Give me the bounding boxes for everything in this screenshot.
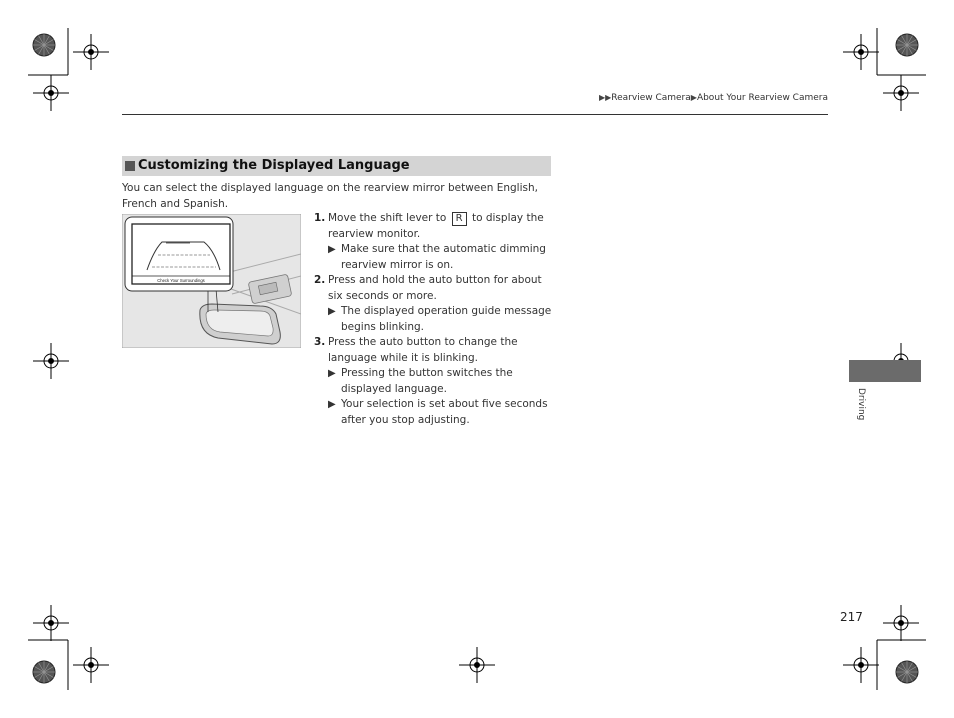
step-1 bbox=[314, 211, 554, 242]
arrow-icon: ▶ bbox=[690, 93, 697, 102]
color-rosette-icon bbox=[33, 34, 55, 56]
steps-list bbox=[314, 211, 554, 428]
note-text: Pressing the button switches the displayed language. bbox=[341, 367, 513, 395]
note-text: Make sure that the automatic dimming rearview mirror is on. bbox=[341, 243, 546, 271]
step-number: 2. bbox=[314, 274, 326, 286]
monitor-message: Check Your Surroundings bbox=[157, 278, 205, 283]
registration-target-icon bbox=[843, 647, 879, 683]
color-rosette-icon bbox=[33, 661, 55, 683]
step-2-note bbox=[314, 304, 554, 335]
triangle-bullet-icon: ▶ bbox=[328, 244, 336, 255]
registration-target-icon bbox=[33, 75, 69, 111]
color-rosette-icon bbox=[896, 661, 918, 683]
step-1-note bbox=[314, 242, 554, 273]
section-title: Customizing the Displayed Language bbox=[138, 158, 410, 173]
rearview-mirror-illustration bbox=[122, 214, 301, 348]
square-bullet-icon bbox=[125, 161, 135, 171]
page-number: 217 bbox=[840, 610, 863, 624]
registration-target-icon bbox=[459, 647, 495, 683]
registration-target-icon bbox=[883, 75, 919, 111]
note-text: The displayed operation guide message begins blinking. bbox=[341, 305, 552, 333]
triangle-bullet-icon: ▶ bbox=[328, 399, 336, 410]
double-arrow-icon: ▶▶ bbox=[598, 93, 612, 102]
step-text: to display the rearview monitor. bbox=[328, 212, 544, 240]
breadcrumb bbox=[599, 93, 828, 103]
step-3 bbox=[314, 335, 554, 366]
registration-target-icon bbox=[33, 343, 69, 379]
step-3-note-1 bbox=[314, 366, 554, 397]
step-text: Press the auto button to change the language while it is blinking. bbox=[328, 336, 518, 364]
step-2 bbox=[314, 273, 554, 304]
section-heading-bar bbox=[122, 156, 551, 176]
chapter-tab-label: Driving bbox=[856, 388, 866, 421]
intro-paragraph: You can select the displayed language on the rearview mirror between English, French and Spanish. bbox=[122, 182, 538, 210]
step-3-note-2 bbox=[314, 397, 554, 428]
registration-target-icon bbox=[73, 647, 109, 683]
header-rule bbox=[122, 114, 828, 115]
step-number: 1. bbox=[314, 212, 326, 224]
breadcrumb-item-rearview-camera[interactable]: Rearview Camera bbox=[611, 93, 691, 103]
registration-target-icon bbox=[73, 34, 109, 70]
registration-target-icon bbox=[843, 34, 879, 70]
triangle-bullet-icon: ▶ bbox=[328, 306, 336, 317]
step-text: Move the shift lever to bbox=[328, 212, 447, 224]
color-rosette-icon bbox=[896, 34, 918, 56]
note-text: Your selection is set about five seconds after you stop adjusting. bbox=[341, 398, 548, 426]
registration-target-icon bbox=[883, 605, 919, 641]
step-text: Press and hold the auto button for about six seconds or more. bbox=[328, 274, 542, 302]
step-number: 3. bbox=[314, 336, 326, 348]
shift-r-key-icon: R bbox=[452, 212, 467, 226]
breadcrumb-item-about[interactable]: About Your Rearview Camera bbox=[696, 93, 828, 103]
registration-target-icon bbox=[33, 605, 69, 641]
triangle-bullet-icon: ▶ bbox=[328, 368, 336, 379]
chapter-tab[interactable] bbox=[849, 360, 921, 382]
